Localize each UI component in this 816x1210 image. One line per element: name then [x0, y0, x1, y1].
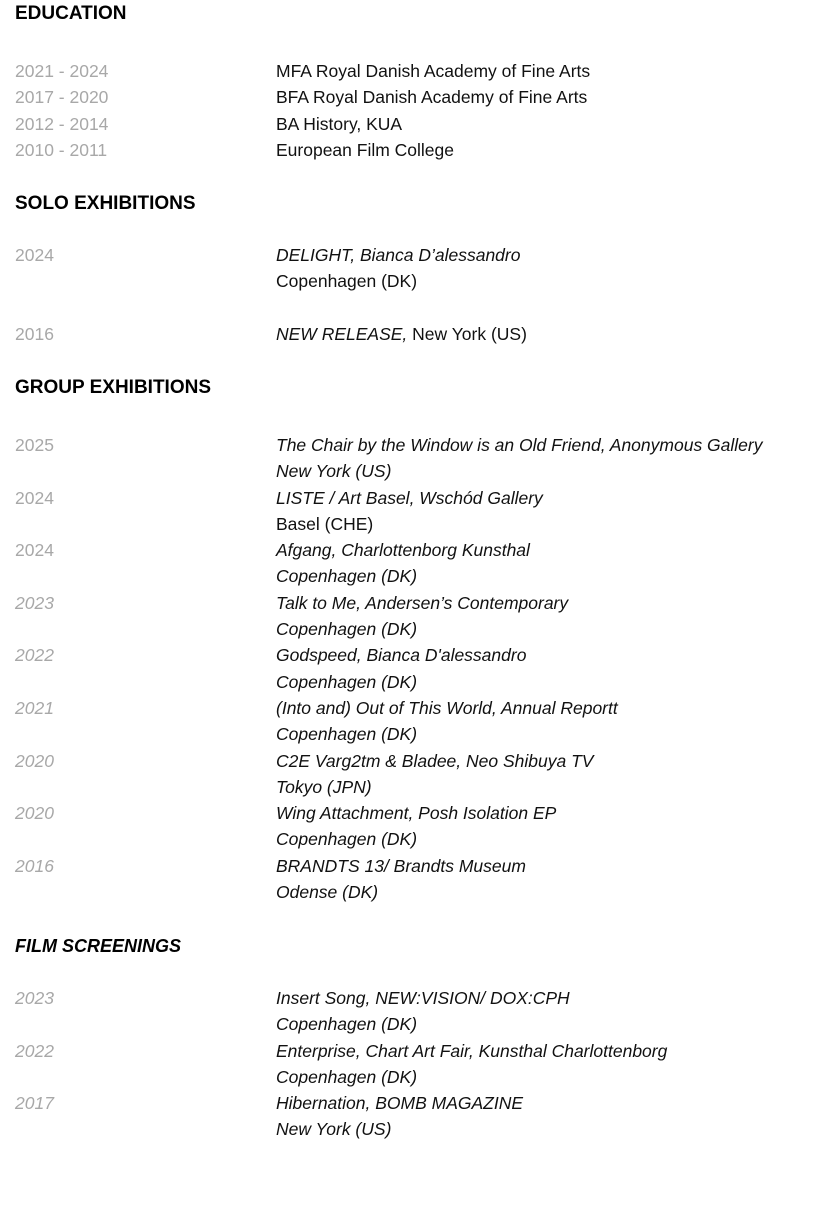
solo-exhibitions-heading: SOLO EXHIBITIONS	[15, 193, 196, 214]
exhibition-location: Copenhagen (DK)	[276, 671, 418, 692]
screening-title: Hibernation, BOMB MAGAZINE	[276, 1093, 524, 1114]
exhibition-title: Talk to Me, Andersen’s Contemporary	[276, 592, 569, 613]
exhibition-year: 2022	[15, 645, 54, 666]
exhibition-title: BRANDTS 13/ Brandts Museum	[276, 855, 526, 876]
exhibition-year: 2023	[15, 592, 54, 613]
exhibition-location: Odense (DK)	[276, 882, 379, 903]
screening-title: Insert Song, NEW:VISION/ DOX:CPH	[276, 988, 570, 1008]
exhibition-title: (Into and) Out of This World, Annual Reportt	[276, 698, 618, 718]
exhibition-title: Wing Attachment, Posh Isolation EP	[276, 803, 557, 824]
exhibition-location: Copenhagen (DK)	[276, 619, 418, 640]
exhibition-year: 2021	[15, 698, 54, 718]
education-years: 2010 - 2011	[15, 139, 108, 160]
education-years: 2012 - 2014	[15, 113, 109, 134]
education-degree: MFA Royal Danish Academy of Fine Arts	[276, 61, 591, 81]
film-screenings-heading: FILM SCREENINGS	[15, 936, 182, 956]
exhibition-year: 2024	[15, 540, 54, 561]
education-degree: European Film College	[276, 139, 455, 160]
exhibition-title: DELIGHT, Bianca D’alessandro	[276, 245, 521, 265]
education-years: 2017 - 2020	[15, 87, 109, 108]
exhibition-location: Copenhagen (DK)	[276, 829, 418, 850]
exhibition-location: Copenhagen (DK)	[276, 271, 418, 292]
exhibition-title: Afgang, Charlottenborg Kunsthal	[276, 540, 530, 561]
exhibition-title: NEW RELEASE,	[276, 324, 408, 344]
exhibition-year: 2020	[15, 803, 54, 824]
education-heading: EDUCATION	[15, 3, 127, 24]
screening-title: Enterprise, Chart Art Fair, Kunsthal Charlottenborg	[276, 1040, 668, 1061]
exhibition-title: Godspeed, Bianca D'alessandro	[276, 645, 527, 666]
exhibition-location: New York (US)	[276, 461, 392, 482]
exhibition-location: Basel (CHE)	[276, 513, 374, 534]
exhibition-title: C2E Varg2tm & Bladee, Neo Shibuya TV	[276, 750, 594, 771]
exhibition-location: New York (US)	[407, 324, 527, 344]
exhibition-location: Copenhagen (DK)	[276, 724, 418, 745]
exhibition-year: 2016	[15, 324, 54, 344]
education-degree: BA History, KUA	[276, 113, 403, 134]
screening-location: Copenhagen (DK)	[276, 1066, 418, 1087]
education-years: 2021 - 2024	[15, 61, 109, 81]
exhibition-year: 2024	[15, 245, 54, 265]
screening-location: Copenhagen (DK)	[276, 1014, 418, 1035]
exhibition-title: LISTE / Art Basel, Wschód Gallery	[276, 487, 543, 508]
exhibition-title: The Chair by the Window is an Old Friend, Anonymous Gallery	[276, 435, 763, 455]
exhibition-location: Copenhagen (DK)	[276, 566, 418, 587]
exhibition-year: 2016	[15, 855, 54, 876]
screening-year: 2023	[15, 988, 54, 1008]
education-degree: BFA Royal Danish Academy of Fine Arts	[276, 87, 588, 108]
screening-year: 2022	[15, 1040, 54, 1061]
exhibition-location: Tokyo (JPN)	[276, 776, 372, 797]
group-exhibitions-heading: GROUP EXHIBITIONS	[15, 377, 212, 398]
screening-year: 2017	[15, 1093, 54, 1114]
exhibition-year: 2024	[15, 487, 54, 508]
screening-location: New York (US)	[276, 1119, 392, 1140]
exhibition-year: 2020	[15, 750, 54, 771]
exhibition-year: 2025	[15, 435, 54, 455]
